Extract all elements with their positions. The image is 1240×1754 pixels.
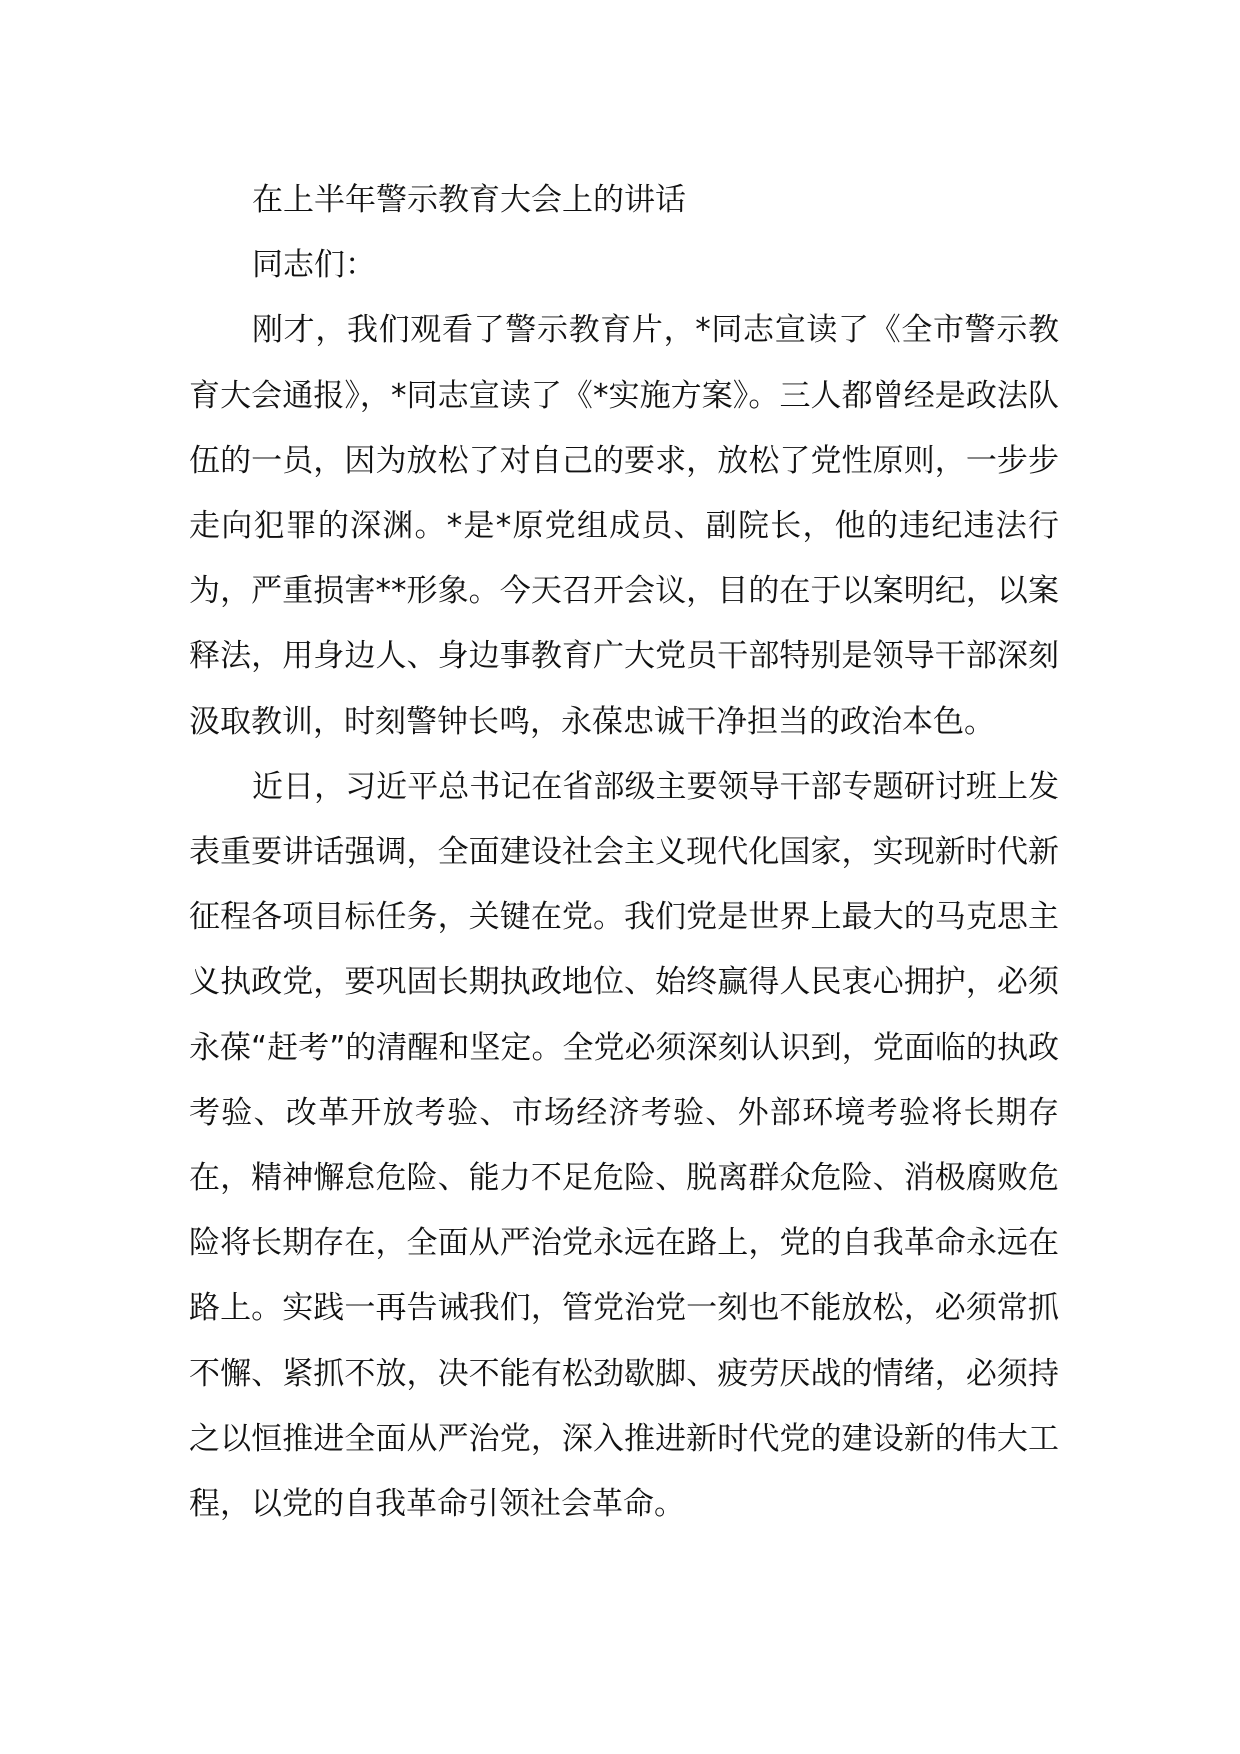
- document-body: [189, 168, 1059, 1537]
- paragraph-1: 刚才，我们观看了警示教育片，*同志宣读了《全市警示教育大会通报》，*同志宣读了《*实施方案》。三人都曾经是政法队伍的一员，因为放松了对自己的要求，放松了党性原则，一步步走向犯罪的深渊。*是*原党组成员、副院长，他的违纪违法行为，严重损害**形象。今天召开会议，目的在于以案明纪，以案释法，用身边人、身边事教育广大党员干部特别是领导干部深刻汲取教训，时刻警钟长鸣，永葆忠诚干净担当的政治本色。: [189, 312, 1059, 740]
- document-title: 在上半年警示教育大会上的讲话: [252, 182, 686, 218]
- paragraph-2: 近日，习近平总书记在省部级主要领导干部专题研讨班上发表重要讲话强调，全面建设社会主义现代化国家，实现新时代新征程各项目标任务，关键在党。我们党是世界上最大的马克思主义执政党，要巩固长期执政地位、始终赢得人民衷心拥护，必须永葆“赶考”的清醒和坚定。全党必须深刻认识到，党面临的执政考验、改革开放考验、市场经济考验、外部环境考验将长期存在，精神懈怠危险、能力不足危险、脱离群众危险、消极腐败危险将长期存在，全面从严治党永远在路上，党的自我革命永远在路上。实践一再告诫我们，管党治党一刻也不能放松，必须常抓不懈、紧抓不放，决不能有松劲歇脚、疲劳厌战的情绪，必须持之以恒推进全面从严治党，深入推进新时代党的建设新的伟大工程，以党的自我革命引领社会革命。: [189, 768, 1059, 1523]
- salutation: 同志们：: [252, 247, 376, 284]
